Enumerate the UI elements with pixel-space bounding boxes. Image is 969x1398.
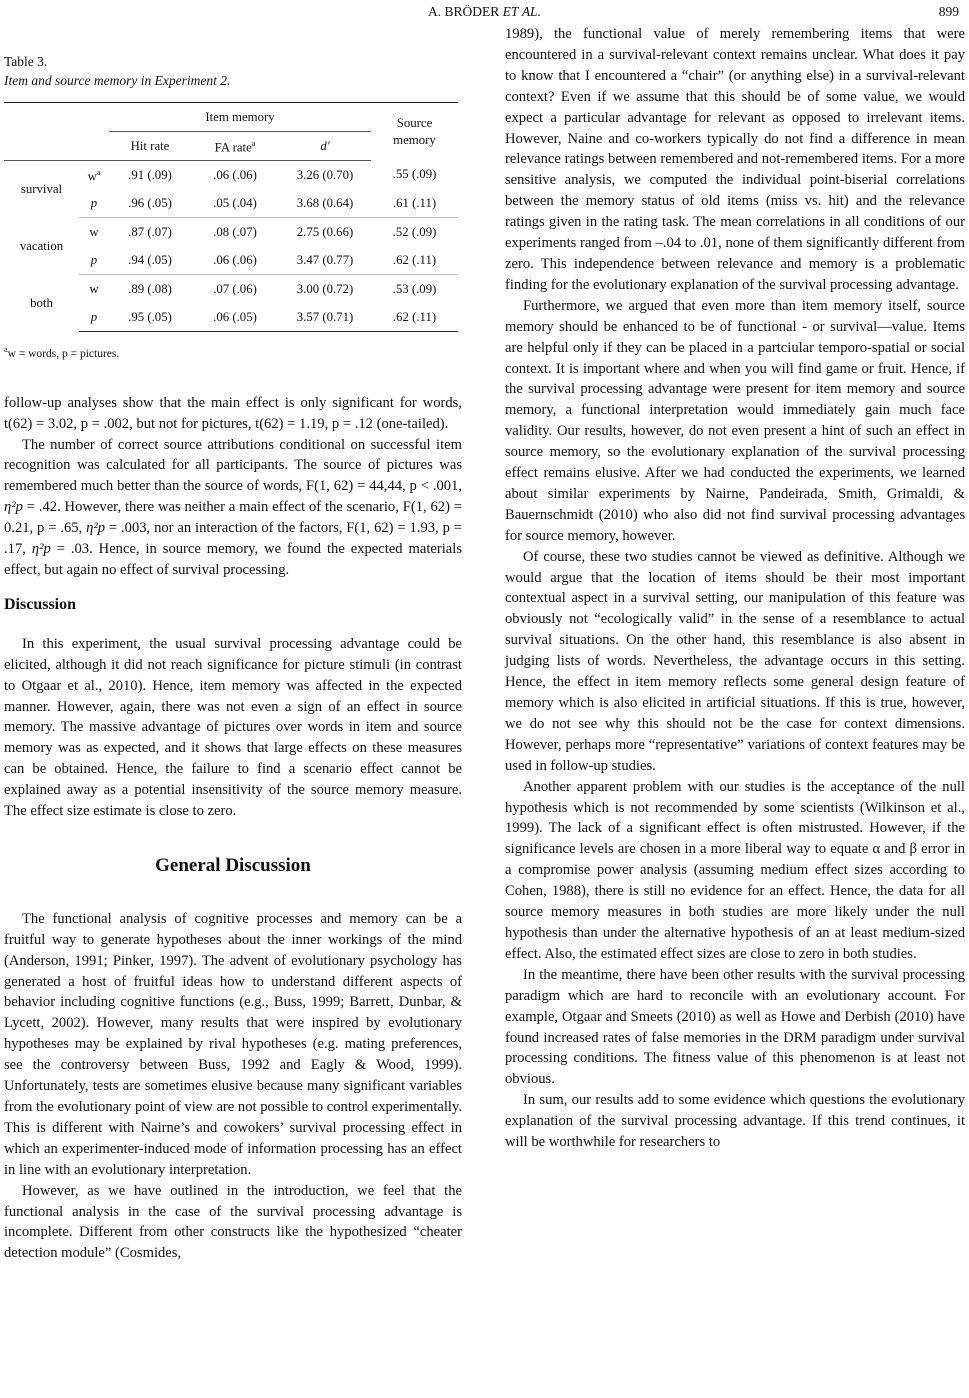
paragraph: Another apparent problem with our studies is the acceptance of the null hypothesis which is not recommended by some scientists (Wilkinson et al., 1999). The lack of a significant effect is often mistrusted. However, if the significance levels are chosen in a more liberal way to equate α and β error in a compromise power analysis (assuming medium effect sizes according to Cohen, 1988), there is still no evidence for an effect. Hence, the data for all source memory measures in both studies are more likely under the null hypothesis than under the alternative hypothesis of an at least medium-sized effect. Also, the estimated effect sizes are close to zero in both studies. xyxy=(505,778,965,962)
table-footnote xyxy=(4,340,462,365)
eta-symbol: η²p xyxy=(86,520,106,537)
hit-cell: .87 (.07) xyxy=(128,224,172,239)
paragraph: In this experiment, the usual survival processing advantage could be elicited, although it did not reach significance for picture stimuli (in contrast to Otgaar et al., 2010). Hence, item memory was affected in the expected manner. However, again, there was not even a sign of an effect in source memory. The massive advantage of pictures over words in item and source memory was as expected, and it shows that large effects on these measures can be obtained. Hence, the failure to find a scenario effect cannot be explained away as a potential insensitivity of the source memory measure. The effect size estimate is close to zero. xyxy=(4,635,462,820)
text-run: The number of correct source attributions conditional on successful item recognition was calculated for all participants. The source of pictures was remembered much better than the source of words, F(1, 62) = 44,44, p < .001, xyxy=(4,436,462,495)
fa-cell: .07 (.06) xyxy=(213,281,257,296)
paragraph: Furthermore, we argued that even more than item memory itself, source memory should be enhanced to be of functional - or survival—value. Items are helpful only if they can be placed in a partciular temporo-spatial or social context. It is important where and when you will find game or fruit. Hence, if the survival processing advantage were present for item memory and source memory, a functional interpretation would immediately gain much face validity. Our results, however, do not even present a hint of such an effect in source memory, so the evolutionary explanation of the survival processing effect remains elusive. After we had conducted the experiments, we learned about similar experiments by Nairne, Pandeirada, Smith, Grimaldi, & Bauernschmidt (2010) who also did not find survival processing advantages for source memory, however. xyxy=(505,297,965,544)
table-row xyxy=(4,218,458,247)
hit-cell: .96 (.05) xyxy=(109,189,191,218)
d-cell: 3.57 (0.71) xyxy=(279,303,371,332)
d-cell: 3.47 (0.77) xyxy=(279,246,371,275)
paragraph xyxy=(4,435,462,581)
right-column xyxy=(505,24,965,1153)
paragraph: In the meantime, there have been other results with the survival processing paradigm which are hard to reconcile with an evolutionary account. For example, Otgaar and Smeets (2010) as well as Howe and Derbish (2010) have found increased rates of false memories in the DRM paradigm under survival processing conditions. The fitness value of this phenomenon is at least not obvious. xyxy=(505,966,965,1088)
text-run: = .42. However, there was neither a main effect of the scenario, F(1, 62) = 0.21, p = .65, xyxy=(4,499,462,537)
fa-cell: .06 (.05) xyxy=(191,303,279,332)
paragraph: follow-up analyses show that the main effect is only significant for words, t(62) = 3.02, p = .002, but not for pictures, t(62) = 1.19, p = .12 (one-tailed). xyxy=(4,394,462,432)
eta-symbol: η²p xyxy=(31,541,51,558)
source-memory-header xyxy=(371,103,458,161)
paragraph: Of course, these two studies cannot be viewed as definitive. Although we would argue that the location of items should be their most important contextual aspect in a survival setting, our manipulation of this feature was obviously not “ecologically valid” in the sense of a resemblance to actual survival situations. On the other hand, this resemblance is also absent in judging lists of words. Nevertheless, the advantage occurs in this setting. Hence, the effect in item memory reflects some general design feature of memory which is also elicited in artificial situations. If this is true, however, we do not see why this should not be the case for context dimensions. However, perhaps more “representative” variations of context features may be used in follow-up studies. xyxy=(505,548,965,774)
source-cell: .53 (.09) xyxy=(392,281,437,296)
text-run: = .03. Hence, in source memory, we found the expected materials effect, but again no effect of survival processing. xyxy=(4,541,463,578)
table-row xyxy=(4,275,458,304)
material-cell xyxy=(79,189,109,218)
authors-al: AL. xyxy=(521,4,541,19)
results-table xyxy=(4,102,458,332)
text-run: = .003, nor an interaction of the factors, F(1, 62) = 1.93, p = .17, xyxy=(4,520,462,558)
fa-rate-header xyxy=(191,132,279,161)
material-cell xyxy=(79,246,109,275)
d-cell: 2.75 (0.66) xyxy=(296,224,354,239)
d-prime-label: d' xyxy=(320,138,330,153)
page-number: 899 xyxy=(938,4,959,19)
paragraph: The functional analysis of cognitive processes and memory can be a fruitful way to generate hypotheses about the inner workings of the mind (Anderson, 1991; Pinker, 1997). The advent of evolutionary psychology has generated a host of fruitful ideas how to understand different aspects of behavior including cognitive functions (e.g., Buss, 1999; Barrett, Dunbar, & Lycett, 2002). However, many results that were inspired by evolutionary hypotheses may be explained by rival hypotheses (e.g. mating preferences, see the controversy between Buss, 1992 and Eagly & Wood, 1999). Unfortunately, tests are sometimes elusive because many significant variables from the evolutionary point of view are not possible to control experimentally. This is different with Nairne’s and cowokers’ survival processing effect in which an experimenter-induced mode of information processing has an effect in line with an evolutionary interpretation. xyxy=(4,910,462,1178)
fa-rate-sup: a xyxy=(251,138,256,148)
table-title: Item and source memory in Experiment 2. xyxy=(4,73,231,88)
material-label: p xyxy=(90,252,98,267)
material-cell: w xyxy=(89,224,99,239)
running-head xyxy=(0,0,969,24)
material-label: w xyxy=(87,169,97,184)
paragraph: 1989), the functional value of merely remembering items that were encountered in a survival-relevant context remains unclear. What does it pay to know that I encountered a “chair” (or anything else) in a survival-relevant context? Even if we assume that this should be of some value, we would expect a particular advantage for relevant as opposed to irrelevant items. However, Naine and co-workers typically do not find a difference in mean relevance ratings between remembered and not-remembered items. For a more sensitive analysis, we computed the individual point-biserial correlations between the memory status of old items (miss vs. hit) and the relevance ratings given in the rating task. The mean correlations in all conditions of our experiments ranged from –.04 to .01, none of them significantly different from zero. This independence between relevance and memory is a problematic finding for the evolutionary explanation of the survival processing advantage. xyxy=(505,26,965,293)
authors-name: A. BRÖDER xyxy=(428,4,500,19)
eta-symbol: η²p xyxy=(4,499,23,516)
footnote-sup: a xyxy=(4,345,8,354)
paragraph: However, as we have outlined in the introduction, we feel that the functional analysis in the case of the survival processing advantage is incomplete. Different from other constructs like the hypothesized “cheater detection module” (Cosmides, xyxy=(4,1182,462,1262)
fa-cell: .08 (.07) xyxy=(213,224,257,239)
authors-et: ET xyxy=(502,4,519,19)
fa-rate-label: FA rate xyxy=(214,140,252,155)
source-cell: .52 (.09) xyxy=(392,224,437,239)
hit-cell: .91 (.09) xyxy=(128,167,172,182)
footnote-text: w = words, p = pictures. xyxy=(7,347,120,360)
paragraph: In sum, our results add to some evidence which questions the evolutionary explanation of the survival processing advantage. If this trend continues, it will be worthwhile for researchers to xyxy=(505,1092,965,1151)
table-label: Table 3. xyxy=(4,54,48,69)
table-caption xyxy=(4,52,462,90)
d-cell: 3.68 (0.64) xyxy=(279,189,371,218)
material-cell xyxy=(79,303,109,332)
table-row xyxy=(4,161,458,190)
fa-cell: .05 (.04) xyxy=(191,189,279,218)
d-cell: 3.26 (0.70) xyxy=(296,167,354,182)
d-cell: 3.00 (0.72) xyxy=(296,281,354,296)
fa-cell: .06 (.06) xyxy=(191,246,279,275)
d-prime-header xyxy=(279,132,371,161)
source-header-line2: memory xyxy=(393,132,436,147)
scenario-both: both xyxy=(30,295,53,310)
material-cell xyxy=(79,161,109,190)
scenario-vacation: vacation xyxy=(19,238,64,253)
hit-rate-header: Hit rate xyxy=(109,132,191,161)
left-column xyxy=(4,52,462,1264)
fa-cell: .06 (.06) xyxy=(213,167,257,182)
material-sup: a xyxy=(96,167,101,177)
source-cell: .62 (.11) xyxy=(371,246,458,275)
source-cell: .55 (.09) xyxy=(392,167,437,182)
material-label: p xyxy=(90,309,98,324)
hit-cell: .95 (.05) xyxy=(109,303,191,332)
section-heading-general-discussion: General Discussion xyxy=(155,854,311,876)
hit-cell: .94 (.05) xyxy=(109,246,191,275)
running-head-authors xyxy=(0,0,969,24)
source-header-line1: Source xyxy=(396,115,433,130)
item-memory-header: Item memory xyxy=(109,103,371,132)
material-cell: w xyxy=(89,281,99,296)
section-heading-discussion: Discussion xyxy=(4,595,77,613)
material-label: p xyxy=(90,195,98,210)
source-cell: .62 (.11) xyxy=(371,303,458,332)
source-cell: .61 (.11) xyxy=(371,189,458,218)
scenario-survival: survival xyxy=(20,181,63,196)
hit-cell: .89 (.08) xyxy=(128,281,172,296)
